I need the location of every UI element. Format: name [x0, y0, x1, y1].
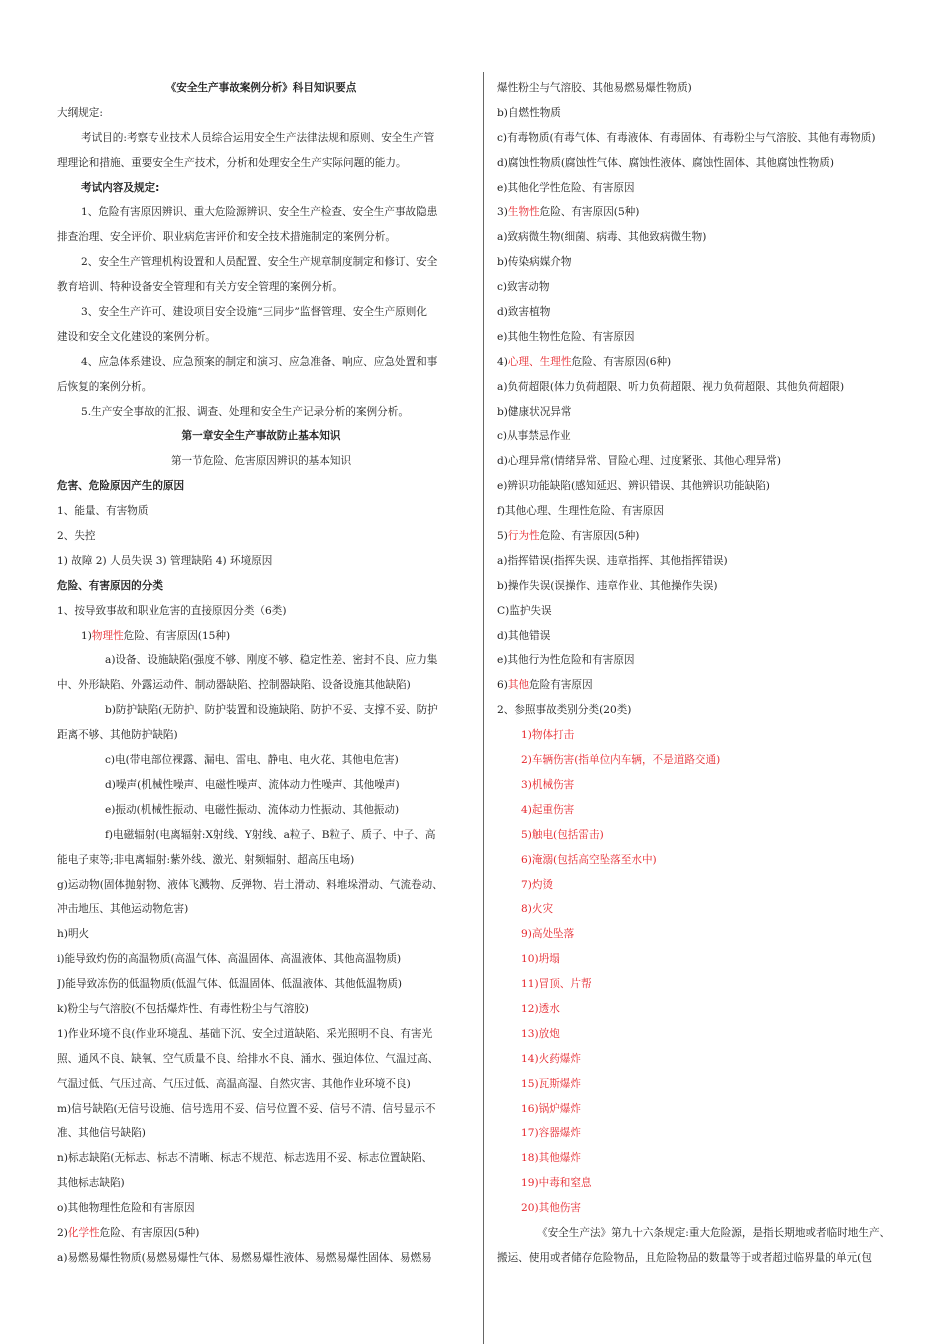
- text-line: 7)灼烫: [521, 878, 554, 891]
- text-line: 5)触电(包括雷击): [521, 828, 604, 841]
- text-line: 5.生产安全事故的汇报、调查、处理和安全生产记录分析的案例分析。: [81, 405, 409, 418]
- text-line: 第一节危险、危害原因辨识的基本知识: [170, 455, 352, 468]
- text-line: 考试内容及规定:: [81, 181, 160, 194]
- text-segment: 危险、有害原因(5种): [539, 530, 640, 543]
- text-line: c)有毒物质(有毒气体、有毒液体、有毒固体、有毒粉尘与气溶胶、其他有毒物质): [497, 131, 876, 144]
- text-line: 后恢复的案例分析。: [57, 380, 153, 393]
- text-line: d)心理异常(情绪异常、冒险心理、过度紧张、其他心理异常): [497, 455, 782, 468]
- highlight-text: 化学性: [67, 1226, 100, 1239]
- text-line: [497, 524, 909, 549]
- text-segment: 5): [497, 530, 508, 543]
- text-line: 15)瓦斯爆炸: [521, 1077, 581, 1090]
- text-line: d)腐蚀性物质(腐蚀性气体、腐蚀性液体、腐蚀性固体、其他腐蚀性物质): [497, 156, 834, 169]
- text-segment: 4): [497, 355, 508, 368]
- text-line: e)辨识功能缺陷(感知延迟、辨识错误、其他辨识功能缺陷): [497, 480, 770, 493]
- text-line: c)电(带电部位裸露、漏电、雷电、静电、电火花、其他电危害): [105, 754, 399, 767]
- text-line: 危险、有害原因的分类: [57, 579, 163, 592]
- text-line: d)噪声(机械性噪声、电磁性噪声、流体动力性噪声、其他噪声): [105, 778, 400, 791]
- text-line: e)其他生物性危险、有害原因: [497, 330, 635, 343]
- text-line: 1、按导致事故和职业危害的直接原因分类（6类): [57, 604, 287, 617]
- text-line: e)其他化学性危险、有害原因: [497, 181, 635, 194]
- text-segment: 2): [57, 1226, 68, 1239]
- text-segment: 危险有害原因: [529, 679, 593, 692]
- text-line: 14)火药爆炸: [521, 1052, 581, 1065]
- text-line: b)传染病媒介物: [497, 256, 572, 269]
- text-line: b)防护缺陷(无防护、防护装置和设施缺陷、防护不妥、支撑不妥、防护: [105, 704, 438, 717]
- text-line: f)电磁辐射(电离辐射:X射线、Y射线、a粒子、B粒子、质子、中子、高: [105, 828, 436, 841]
- text-line: [57, 1221, 465, 1246]
- text-line: m)信号缺陷(无信号设施、信号选用不妥、信号位置不妥、信号不清、信号显示不: [57, 1102, 436, 1115]
- text-line: 大纲规定:: [57, 106, 103, 119]
- text-line: 6)淹溺(包括高空坠落至水中): [521, 853, 657, 866]
- text-line: 20)其他伤害: [521, 1202, 581, 1215]
- text-line: k)粉尘与气溶胶(不包括爆炸性、有毒性粉尘与气溶胶): [57, 1002, 309, 1015]
- text-line: b)自燃性物质: [497, 106, 561, 119]
- text-line: 2)车辆伤害(指单位内车辆，不是道路交通): [521, 754, 721, 767]
- text-line: c)从事禁忌作业: [497, 430, 571, 443]
- text-line: 其他标志缺陷): [57, 1177, 125, 1190]
- text-line: 理理论和措施、重要安全生产技术，分析和处理安全生产实际问题的能力。: [57, 156, 407, 169]
- text-line: e)其他行为性危险和有害原因: [497, 654, 635, 667]
- text-line: C)监护失误: [497, 604, 552, 617]
- text-line: 2、失控: [57, 530, 96, 543]
- text-line: 1、能量、有害物质: [57, 505, 149, 518]
- text-line: 16)锅炉爆炸: [521, 1102, 581, 1115]
- text-line: [497, 200, 909, 225]
- left-column: [57, 76, 465, 1271]
- text-line: 3、安全生产许可、建设项目安全设施“三同步”监督管理、安全生产原则化: [81, 306, 427, 319]
- text-line: 12)透水: [521, 1002, 560, 1015]
- text-segment: 6): [497, 679, 508, 692]
- text-line: [57, 624, 465, 649]
- text-line: 18)其他爆炸: [521, 1152, 581, 1165]
- text-line: c)致害动物: [497, 281, 550, 294]
- text-line: b)健康状况异常: [497, 405, 572, 418]
- text-line: 排查治理、安全评价、职业病危害评价和安全技术措施制定的案例分析。: [57, 231, 396, 244]
- text-line: 教育培训、特种设备安全管理和有关方安全管理的案例分析。: [57, 281, 344, 294]
- text-line: 搬运、使用或者储存危险物品，且危险物品的数量等于或者超过临界量的单元(包: [497, 1251, 872, 1264]
- text-line: g)运动物(固体抛射物、液体飞溅物、反弹物、岩土滑动、料堆垛滑动、气流卷动、: [57, 878, 443, 891]
- highlight-text: 心理、生理性: [507, 355, 572, 368]
- text-line: 2、参照事故类别分类(20类): [497, 704, 632, 717]
- highlight-text: 其他: [507, 679, 530, 692]
- highlight-text: 行为性: [507, 530, 540, 543]
- text-line: 4)起重伤害: [521, 803, 575, 816]
- right-column: [497, 76, 909, 1271]
- text-line: [497, 673, 909, 698]
- text-line: 危害、危险原因产生的原因: [57, 480, 185, 493]
- text-line: 19)中毒和窒息: [521, 1177, 592, 1190]
- text-line: 建设和安全文化建设的案例分析。: [57, 330, 216, 343]
- text-line: 考试目的:考察专业技术人员综合运用安全生产法律法规和原则、安全生产管: [81, 131, 435, 144]
- text-line: 1) 故障 2) 人员失误 3) 管理缺陷 4) 环境原因: [57, 554, 273, 567]
- text-line: 1)物体打击: [521, 729, 575, 742]
- text-line: 中、外形缺陷、外露运动件、制动器缺陷、控制器缺陷、设备设施其他缺陷): [57, 679, 411, 692]
- text-line: 第一章安全生产事故防止基本知识: [181, 430, 341, 443]
- text-line: a)设备、设施缺陷(强度不够、刚度不够、稳定性差、密封不良、应力集: [105, 654, 438, 667]
- text-line: 11)冒顶、片帮: [521, 978, 592, 991]
- text-line: i)能导致灼伤的高温物质(高温气体、高温固体、高温液体、其他高温物质): [57, 953, 402, 966]
- text-line: a)易燃易爆性物质(易燃易爆性气体、易燃易爆性液体、易燃易爆性固体、易燃易: [57, 1251, 432, 1264]
- text-line: 13)放炮: [521, 1027, 560, 1040]
- text-line: 《安全生产事故案例分析》科目知识要点: [165, 82, 357, 94]
- text-segment: 危险、有害原因(15种): [123, 629, 231, 642]
- highlight-text: 生物性: [507, 206, 540, 219]
- text-line: 《安全生产法》第九十六条规定:重大危险源，是指长期地或者临时地生产、: [537, 1226, 891, 1239]
- text-line: 爆性粉尘与气溶胶、其他易燃易爆性物质): [497, 82, 692, 94]
- text-line: f)其他心理、生理性危险、有害原因: [497, 505, 664, 518]
- text-line: 距离不够、其他防护缺陷): [57, 729, 178, 742]
- text-line: a)指挥错误(指挥失误、违章指挥、其他指挥错误): [497, 554, 728, 567]
- text-line: 冲击地压、其他运动物危害): [57, 903, 189, 916]
- text-line: a)致病微生物(细菌、病毒、其他致病微生物): [497, 231, 707, 244]
- text-segment: 危险、有害原因(5种): [539, 206, 640, 219]
- text-line: h)明火: [57, 928, 90, 941]
- highlight-text: 物理性: [91, 629, 124, 642]
- text-segment: 3): [497, 206, 508, 219]
- text-line: [497, 350, 909, 375]
- text-segment: 1): [81, 629, 92, 642]
- text-line: 4、应急体系建设、应急预案的制定和演习、应急准备、响应、应急处置和事: [81, 355, 438, 368]
- text-line: 照、通风不良、缺氧、空气质量不良、给排水不良、涌水、强迫体位、气温过高、: [57, 1052, 439, 1065]
- text-line: 1)作业环境不良(作业环境乱、基础下沉、安全过道缺陷、采光照明不良、有害光: [57, 1027, 433, 1040]
- text-segment: 危险、有害原因(5种): [99, 1226, 200, 1239]
- text-line: 9)高处坠落: [521, 928, 575, 941]
- text-line: 3)机械伤害: [521, 778, 575, 791]
- text-line: d)其他错误: [497, 629, 551, 642]
- text-line: e)振动(机械性振动、电磁性振动、流体动力性振动、其他振动): [105, 803, 400, 816]
- text-line: 准、其他信号缺陷): [57, 1127, 146, 1140]
- text-line: 2、安全生产管理机构设置和人员配置、安全生产规章制度制定和修订、安全: [81, 256, 438, 269]
- text-line: 1、危险有害原因辨识、重大危险源辨识、安全生产检查、安全生产事故隐患: [81, 206, 438, 219]
- text-segment: 危险、有害原因(6种): [571, 355, 672, 368]
- text-line: J)能导致冻伤的低温物质(低温气体、低温固体、低温液体、其他低温物质): [57, 978, 403, 991]
- text-line: d)致害植物: [497, 306, 551, 319]
- text-line: 10)坍塌: [521, 953, 560, 966]
- text-line: 8)火灾: [521, 903, 554, 916]
- text-line: b)操作失误(误操作、违章作业、其他操作失误): [497, 579, 718, 592]
- text-line: 能电子束等;非电离辐射:紫外线、激光、射频辐射、超高压电场): [57, 853, 355, 866]
- text-line: 气温过低、气压过高、气压过低、高温高湿、自然灾害、其他作业环境不良): [57, 1077, 411, 1090]
- text-line: n)标志缺陷(无标志、标志不清晰、标志不规范、标志选用不妥、标志位置缺陷、: [57, 1152, 433, 1165]
- text-line: a)负荷超限(体力负荷超限、听力负荷超限、视力负荷超限、其他负荷超限): [497, 380, 845, 393]
- column-divider: [483, 72, 484, 1344]
- text-line: o)其他物理性危险和有害原因: [57, 1202, 195, 1215]
- text-line: 17)容器爆炸: [521, 1127, 581, 1140]
